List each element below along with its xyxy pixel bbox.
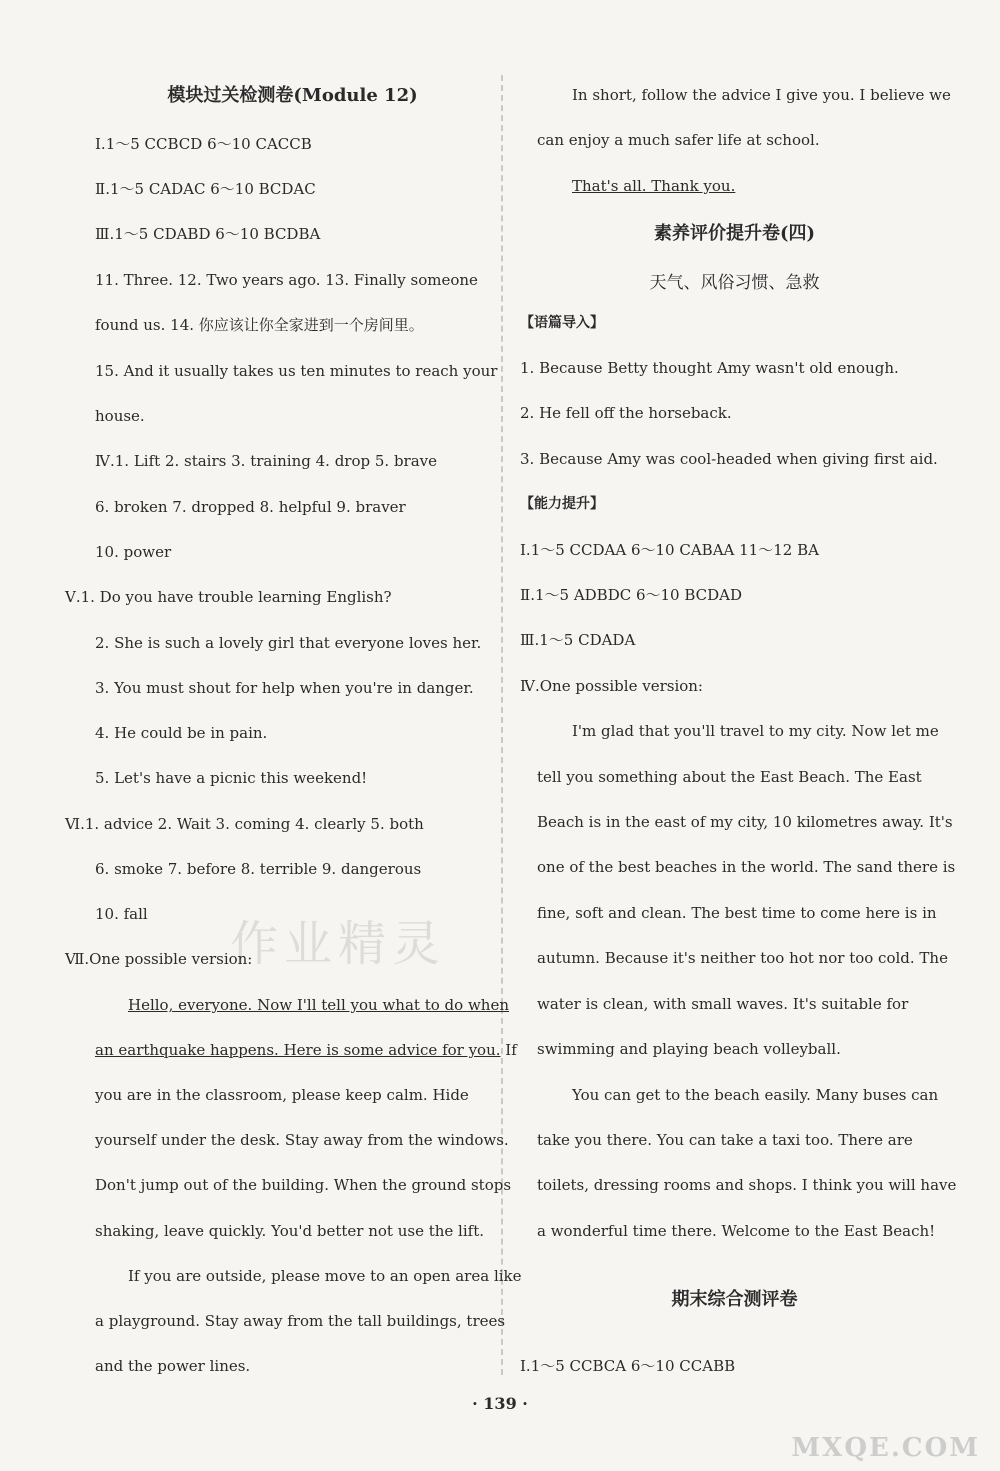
answer-line: found us. 14. 你应该让你全家进到一个房间里。 [95, 316, 424, 334]
essay-line: That's all. Thank you. [572, 177, 736, 195]
essay-line: tell you something about the East Beach. The East [537, 768, 922, 786]
answer-line: Ⅲ.1～5 CDABD 6～10 BCDBA [95, 225, 321, 243]
essay-line: can enjoy a much safer life at school. [537, 131, 820, 149]
answer-line: 11. Three. 12. Two years ago. 13. Finally someone [95, 271, 478, 289]
section-title: 模块过关检测卷(Module 12) [167, 85, 418, 106]
section-title: 素养评价提升卷(四) [653, 223, 816, 244]
text-fragment: If [500, 1041, 517, 1059]
answer-line: 10. fall [95, 905, 148, 923]
answer-line: 15. And it usually takes us ten minutes to reach your [95, 362, 498, 380]
essay-line: take you there. You can take a taxi too. There are [537, 1131, 913, 1149]
watermark-text: 作业精灵 [230, 916, 447, 972]
page-number: · 139 · [472, 1394, 528, 1413]
section-tag: 【语篇导入】 [520, 315, 604, 331]
essay-line: a playground. Stay away from the tall buildings, trees [95, 1312, 506, 1330]
answer-line: 1. Because Betty thought Amy wasn't old enough. [520, 359, 899, 377]
essay-line: toilets, dressing rooms and shops. I think you will have [537, 1176, 957, 1194]
essay-line: I'm glad that you'll travel to my city. Now let me [572, 722, 939, 740]
answer-line: Ⅳ.One possible version: [520, 677, 703, 695]
essay-line: swimming and playing beach volleyball. [537, 1040, 841, 1058]
essay-line: Beach is in the east of my city, 10 kilometres away. It's [537, 813, 953, 831]
essay-line: Hello, everyone. Now I'll tell you what to do when [128, 996, 509, 1014]
section-tag: 【能力提升】 [520, 496, 604, 512]
essay-line: If you are outside, please move to an open area like [128, 1267, 522, 1285]
essay-line: autumn. Because it's neither too hot nor too cold. The [537, 949, 948, 967]
essay-line: you are in the classroom, please keep calm. Hide [95, 1086, 469, 1104]
answer-line: 3. You must shout for help when you're in danger. [95, 679, 474, 697]
essay-line: fine, soft and clean. The best time to come here is in [537, 904, 937, 922]
essay-line: one of the best beaches in the world. The sand there is [537, 858, 956, 876]
essay-line: water is clean, with small waves. It's suitable for [537, 995, 909, 1013]
essay-line: Don't jump out of the building. When the ground stops [95, 1176, 512, 1194]
answer-line: Ⅳ.1. Lift 2. stairs 3. training 4. drop 5. brave [95, 452, 438, 470]
answer-line: Ⅱ.1～5 ADBDC 6～10 BCDAD [520, 586, 743, 604]
answer-line: 6. broken 7. dropped 8. helpful 9. braver [95, 498, 406, 516]
answer-line: 3. Because Amy was cool-headed when giving first aid. [520, 450, 938, 468]
answer-line: Ⅶ.One possible version: [65, 950, 253, 968]
essay-line: and the power lines. [95, 1357, 251, 1375]
essay-line: a wonderful time there. Welcome to the East Beach! [537, 1222, 936, 1240]
answer-line: Ⅰ.1～5 CCDAA 6～10 CABAA 11～12 BA [520, 541, 819, 559]
answer-line: 10. power [95, 543, 172, 561]
answer-line: 6. smoke 7. before 8. terrible 9. dangerous [95, 860, 422, 878]
section-subtitle: 天气、风俗习惯、急救 [649, 273, 820, 293]
answer-line: Ⅰ.1～5 CCBCD 6～10 CACCB [95, 135, 312, 153]
section-title: 期末综合测评卷 [671, 1289, 798, 1310]
essay-line: In short, follow the advice I give you. I believe we [572, 86, 951, 104]
answer-line: 4. He could be in pain. [95, 724, 268, 742]
corner-watermark: MXQE.COM [791, 1433, 980, 1463]
answer-line: Ⅱ.1～5 CADAC 6～10 BCDAC [95, 180, 316, 198]
essay-line: yourself under the desk. Stay away from the windows. [95, 1131, 509, 1149]
answer-line: Ⅰ.1～5 CCBCA 6～10 CCABB [520, 1357, 736, 1375]
answer-line: 5. Let's have a picnic this weekend! [95, 769, 368, 787]
answer-line: Ⅲ.1～5 CDADA [520, 631, 636, 649]
underlined-text: an earthquake happens. Here is some advice for you. [95, 1041, 501, 1059]
answer-line: 2. He fell off the horseback. [520, 404, 732, 422]
answer-line: house. [95, 407, 145, 425]
answer-line: Ⅴ.1. Do you have trouble learning English? [65, 588, 392, 606]
essay-line: You can get to the beach easily. Many buses can [572, 1086, 939, 1104]
essay-line [95, 1040, 517, 1060]
answer-line: Ⅵ.1. advice 2. Wait 3. coming 4. clearly 5. both [65, 815, 424, 833]
essay-line: shaking, leave quickly. You'd better not use the lift. [95, 1222, 484, 1240]
answer-line: 2. She is such a lovely girl that everyone loves her. [95, 634, 482, 652]
